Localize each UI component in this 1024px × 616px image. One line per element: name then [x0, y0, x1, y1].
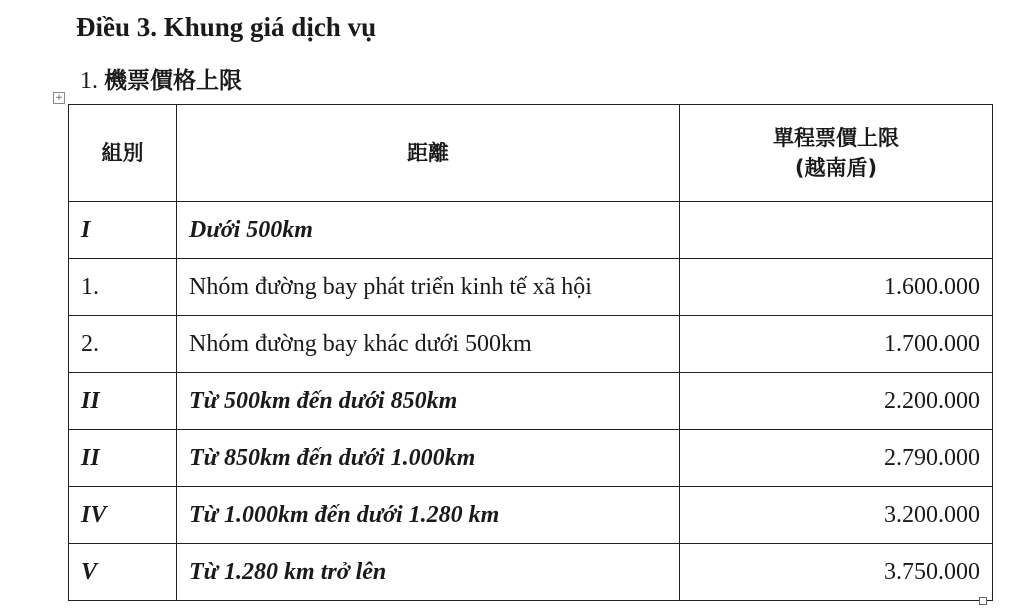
row-price: 1.600.000	[680, 259, 993, 316]
header-price	[680, 105, 993, 202]
row-price: 3.200.000	[680, 487, 993, 544]
header-price-line2: (越南盾)	[794, 156, 878, 180]
row-distance: Từ 1.000km đến dưới 1.280 km	[177, 487, 680, 544]
row-group: 2.	[69, 316, 177, 373]
table-row	[69, 259, 993, 316]
row-price: 3.750.000	[680, 544, 993, 601]
row-distance: Từ 500km đến dưới 850km	[177, 373, 680, 430]
table-row	[69, 373, 993, 430]
row-distance: Từ 850km đến dưới 1.000km	[177, 430, 680, 487]
row-price	[680, 202, 993, 259]
header-distance: 距離	[177, 105, 680, 202]
row-distance: Từ 1.280 km trở lên	[177, 544, 680, 601]
header-price-line1: 單程票價上限	[773, 126, 899, 150]
row-group: 1.	[69, 259, 177, 316]
row-group: V	[69, 544, 177, 601]
table-row	[69, 430, 993, 487]
subsection-text: 機票價格上限	[104, 68, 242, 94]
row-distance: Dưới 500km	[177, 202, 680, 259]
row-price: 2.200.000	[680, 373, 993, 430]
row-price: 1.700.000	[680, 316, 993, 373]
row-distance: Nhóm đường bay khác dưới 500km	[177, 316, 680, 373]
subsection-heading	[80, 62, 242, 95]
table-header-row	[69, 105, 993, 202]
row-group: IV	[69, 487, 177, 544]
subsection-number: 1.	[80, 68, 98, 94]
row-price: 2.790.000	[680, 430, 993, 487]
row-group: II	[69, 373, 177, 430]
table-row	[69, 487, 993, 544]
table-row	[69, 202, 993, 259]
table-row	[69, 316, 993, 373]
article-title: Điều 3. Khung giá dịch vụ	[76, 12, 377, 42]
row-distance: Nhóm đường bay phát triển kinh tế xã hội	[177, 259, 680, 316]
table-row	[69, 544, 993, 601]
row-group: I	[69, 202, 177, 259]
table-resize-handle[interactable]	[979, 597, 987, 605]
row-group: II	[69, 430, 177, 487]
table-move-handle-icon[interactable]: +	[53, 92, 65, 104]
price-table	[68, 104, 993, 601]
header-group: 組別	[69, 105, 177, 202]
